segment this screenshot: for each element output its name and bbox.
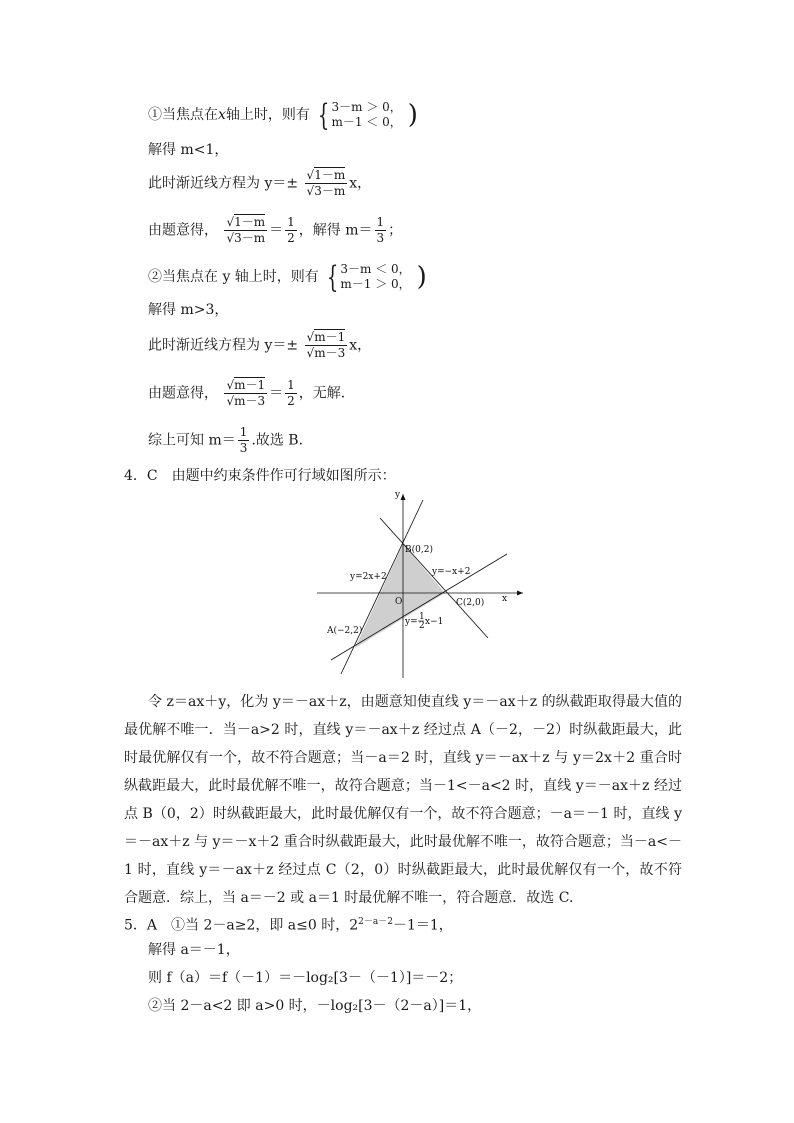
line-conclusion: 综上可知 m＝ $\frac{1}{3}$ .故选 B. (148, 425, 304, 455)
question-4-heading: 4．C 由题中约束条件作可行域如图所示： (124, 468, 396, 484)
line-asymptote-1: 此时渐近线方程为 y＝± $\frac{√1-m}{√3-m}$ x， (148, 168, 372, 198)
y-axis-arrow (401, 494, 406, 500)
point-c-label: C(2,0) (456, 598, 485, 608)
svg-text:x−1: x−1 (425, 617, 444, 627)
feasible-region-figure (315, 488, 529, 680)
x-axis-arrow (517, 591, 523, 596)
line-solve-m-lt-1: 解得 m<1， (148, 142, 229, 158)
inequality-system-2: { 3－m ＜ 0， m－1 ＞ 0， ) (327, 259, 427, 295)
svg-text:y=: y= (405, 617, 418, 627)
line-condition-1: 由题意得， $\frac{√1-m}{√3-m}$ ＝ $\frac{1}{2}$ ，解得 m＝ $\frac{1}{3}$ ； (148, 215, 403, 245)
origin-label: O (395, 597, 403, 607)
x-axis-label: x (502, 594, 508, 604)
line-focus-y-axis: ②当焦点在 y 轴上时，则有 { 3－m ＜ 0， m－1 ＞ 0， ) (148, 259, 427, 295)
line-focus-x-axis: ①当焦点在x轴上时，则有 { 3－m ＞ 0， m－1 ＜ 0， ) (148, 97, 418, 133)
label-y-neg-x-plus-2: y=−x+2 (432, 567, 471, 577)
question-5-line-1: 5．A ①当 2－a≥2，即 a≤0 时，$2^{2-a-2}-1=1$， (124, 917, 453, 934)
y-axis-label: y (395, 490, 401, 500)
question-5-line-2: 解得 a＝－1， (148, 942, 240, 958)
fraction-sqrt-1: $\frac{√1-m}{√3-m}$ (306, 168, 346, 198)
line-condition-2: 由题意得， $\frac{√m-1}{√m-3}$ ＝ $\frac{1}{2}$ ，无解． (148, 378, 355, 408)
point-b-label: B(0,2) (405, 545, 433, 555)
label-y-2x-plus-2: y=2x+2 (350, 572, 387, 582)
inequality-system-1: { 3－m ＞ 0， m－1 ＜ 0， ) (318, 97, 418, 133)
svg-text:1: 1 (419, 612, 425, 622)
question-5-line-4: ②当 2－a<2 即 a>0 时，－log₂[3－（2－a）]＝1， (148, 998, 482, 1014)
feasible-region (355, 544, 445, 648)
line-solve-m-gt-3: 解得 m>3， (148, 302, 229, 318)
svg-text:2: 2 (419, 621, 425, 631)
line-asymptote-2: 此时渐近线方程为 y＝± $\frac{√m-1}{√m-3}$ x， (148, 330, 372, 360)
question-5-line-3: 则 f（a）＝f（－1）＝－log₂[3－（－1）]＝－2； (148, 970, 463, 986)
label-y-half-x-minus-1 (404, 612, 443, 631)
point-a-label: A(−2,2) (327, 626, 363, 636)
solution-paragraph-q4: 令 z＝ax＋y，化为 y＝－ax＋z，由题意知使直线 y＝－ax＋z 的纵截距取得最大值的最优解不唯一．当－a>2 时，直线 y＝－ax＋z 经过点 A（－2，－2）时纵截距最大，此时最优解仅有一个，故不符合题意；当－a＝2 时，直线 y＝－ax＋z 与 y＝2x＋2 重合时纵截距最大，此时最优解不唯一，故符合题意；当－1<－a<2 时，直线 y＝－ax＋z 经过点 B（0，2）时纵截距最大，此时最优解仅有一个，故不符合题意；－a＝－1 时，直线 y＝－ax＋z 与 y＝－x＋2 重合时纵截距最大，此时最优解不唯一，故符合题意；当－a<－1 时，直线 y＝－ax＋z 经过点 C（2，0）时纵截距最大，此时最优解仅有一个，故不符合题意．综上，当 a＝－2 或 a＝1 时最优解不唯一，符合题意．故选 C. (124, 694, 682, 906)
